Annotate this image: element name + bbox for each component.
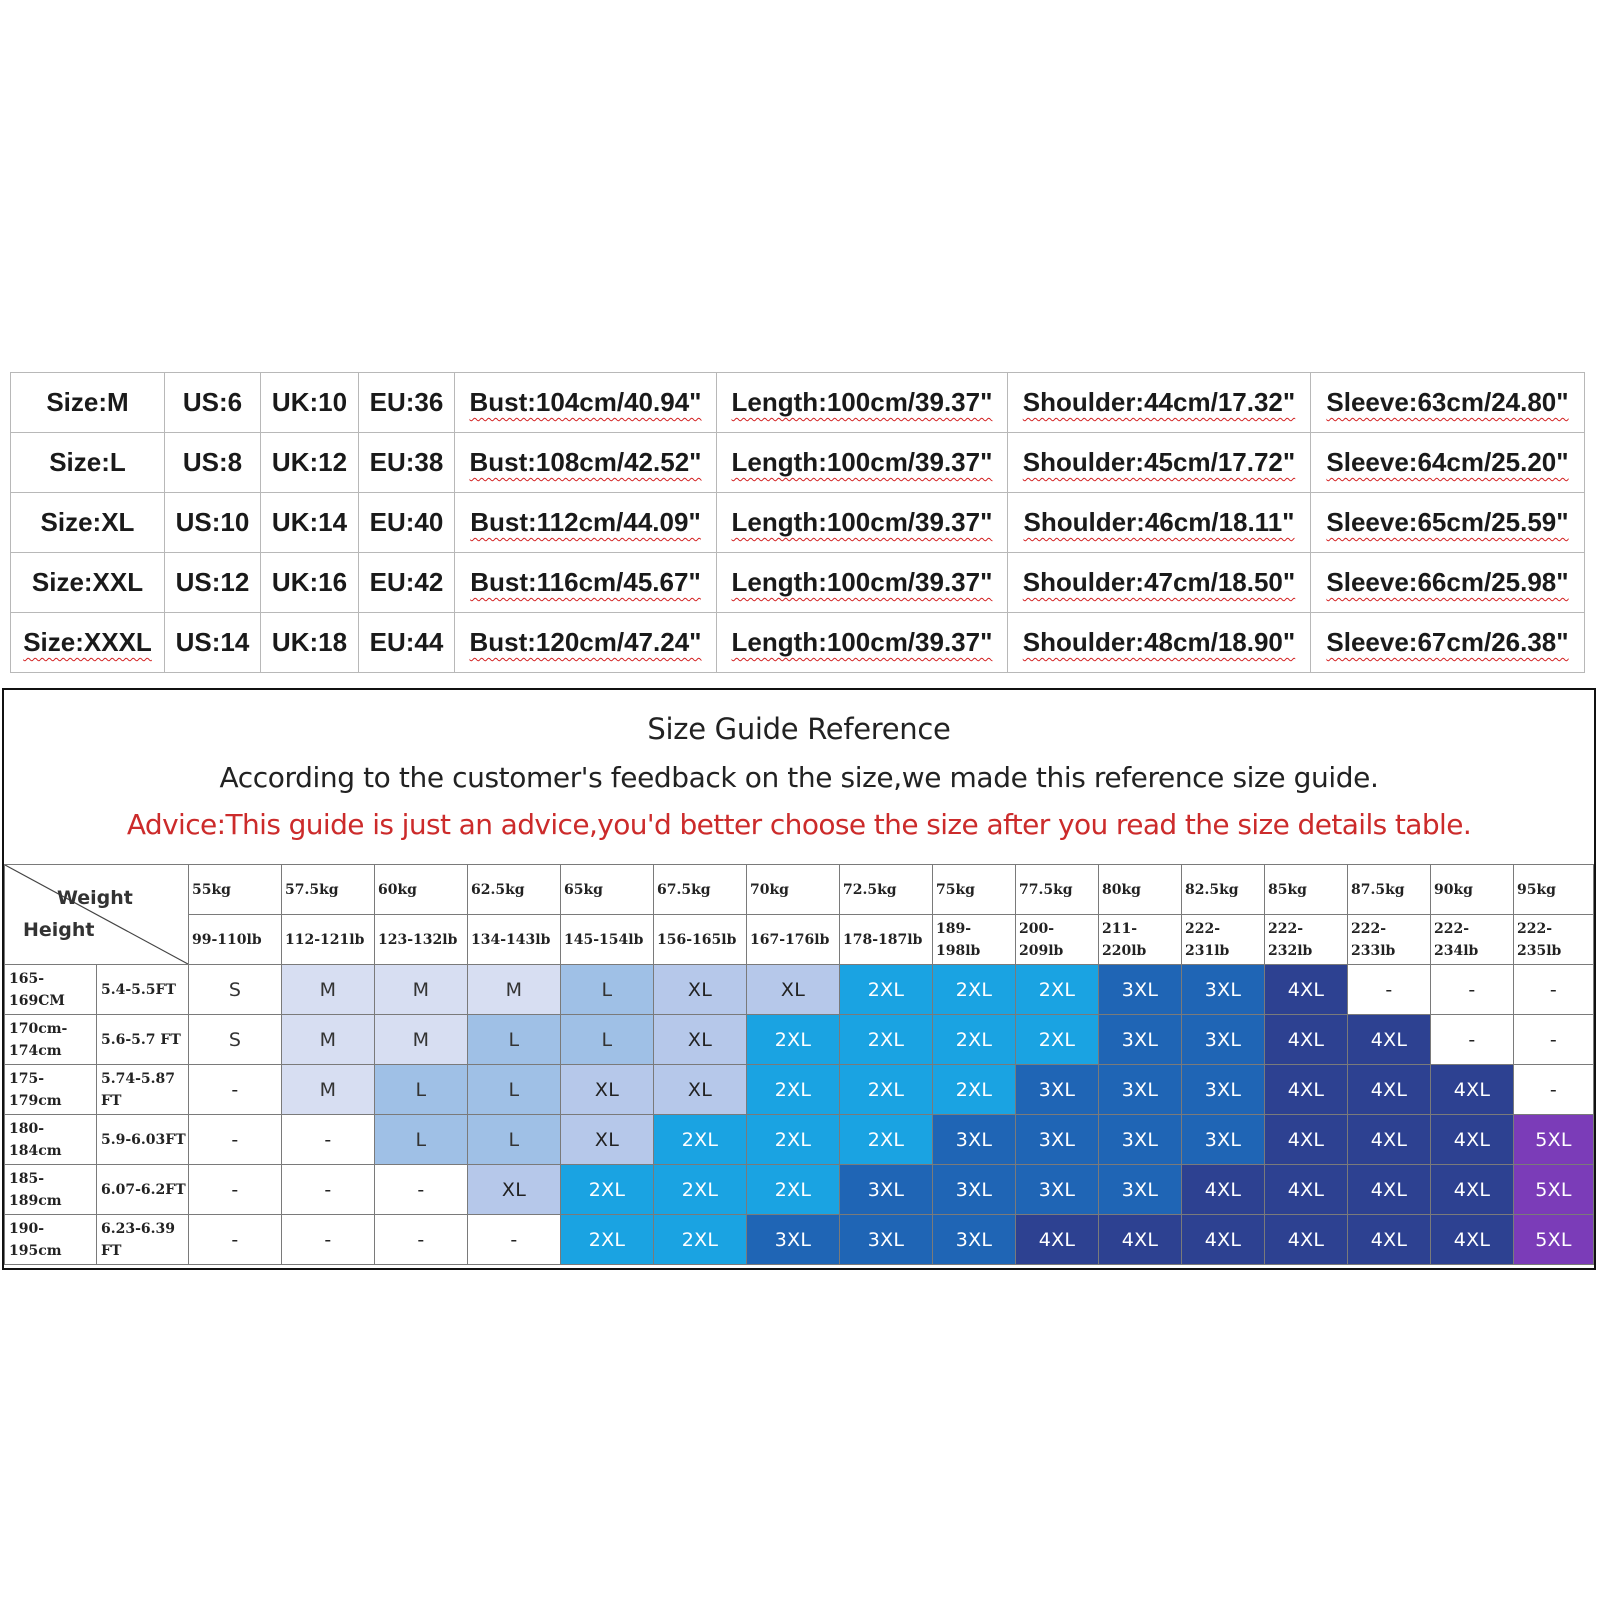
size-recommendation-cell: - <box>282 1115 375 1165</box>
height-cm-cell: 175-179cm <box>5 1065 97 1115</box>
size-cell-size <box>11 613 165 673</box>
size-recommendation-cell: 2XL <box>654 1115 747 1165</box>
height-row <box>5 1115 1594 1165</box>
size-recommendation-cell: 4XL <box>1348 1165 1431 1215</box>
weight-lb-header: 222-231lb <box>1182 915 1265 965</box>
size-guide-panel <box>2 688 1596 1270</box>
size-recommendation-cell: 4XL <box>1431 1115 1514 1165</box>
size-cell-length <box>717 433 1008 493</box>
size-cell-text: Size:XL <box>40 507 135 537</box>
size-recommendation-cell: 5XL <box>1514 1115 1594 1165</box>
size-recommendation-cell: M <box>282 1015 375 1065</box>
size-recommendation-cell: XL <box>654 1015 747 1065</box>
size-cell-sleeve <box>1311 433 1585 493</box>
size-recommendation-cell: L <box>561 1015 654 1065</box>
weight-kg-header: 87.5kg <box>1348 865 1431 915</box>
size-cell-size <box>11 553 165 613</box>
size-cell-text: EU:36 <box>369 387 444 417</box>
size-recommendation-cell: 4XL <box>1348 1015 1431 1065</box>
size-cell-size <box>11 433 165 493</box>
size-cell-text: Sleeve:64cm/25.20" <box>1326 447 1569 477</box>
size-recommendation-cell: XL <box>561 1065 654 1115</box>
size-cell-shoulder <box>1008 613 1311 673</box>
size-recommendation-cell: 4XL <box>1265 1065 1348 1115</box>
size-cell-size <box>11 493 165 553</box>
size-cell-text: Sleeve:66cm/25.98" <box>1326 567 1569 597</box>
size-cell-text: EU:42 <box>369 567 444 597</box>
size-cell-text: UK:14 <box>271 507 348 537</box>
size-recommendation-cell: 2XL <box>933 1065 1016 1115</box>
size-cell-text: Length:100cm/39.37" <box>731 507 993 537</box>
size-cell-sleeve <box>1311 493 1585 553</box>
size-recommendation-cell: XL <box>654 1065 747 1115</box>
size-row <box>11 373 1585 433</box>
size-recommendation-cell: 2XL <box>840 1015 933 1065</box>
height-ft-cell: 5.74-5.87 FT <box>97 1065 189 1115</box>
weight-label: Weight <box>57 887 133 909</box>
size-cell-uk <box>261 553 359 613</box>
guide-description: According to the customer's feedback on the size,we made this reference size guide. <box>219 761 1379 794</box>
size-recommendation-cell: M <box>282 1065 375 1115</box>
weight-lb-header: 99-110lb <box>189 915 282 965</box>
size-cell-text: Bust:104cm/40.94" <box>469 387 702 417</box>
size-cell-text: EU:38 <box>369 447 444 477</box>
size-recommendation-cell: M <box>282 965 375 1015</box>
guide-advice: Advice:This guide is just an advice,you'd better choose the size after you read the size details table. <box>126 808 1472 841</box>
size-cell-us <box>165 433 261 493</box>
size-recommendation-cell: - <box>1348 965 1431 1015</box>
size-recommendation-cell: 2XL <box>933 1015 1016 1065</box>
weight-lb-header: 123-132lb <box>375 915 468 965</box>
weight-kg-header: 82.5kg <box>1182 865 1265 915</box>
weight-kg-header: 57.5kg <box>282 865 375 915</box>
size-recommendation-cell: 3XL <box>840 1215 933 1265</box>
size-recommendation-cell: 2XL <box>654 1165 747 1215</box>
size-recommendation-cell: M <box>468 965 561 1015</box>
size-recommendation-cell: S <box>189 1015 282 1065</box>
size-cell-text: US:6 <box>182 387 243 417</box>
weight-kg-header: 72.5kg <box>840 865 933 915</box>
size-cell-text: Sleeve:65cm/25.59" <box>1326 507 1569 537</box>
size-recommendation-cell: - <box>282 1165 375 1215</box>
weight-kg-header: 60kg <box>375 865 468 915</box>
size-recommendation-cell: 3XL <box>747 1215 840 1265</box>
size-recommendation-cell: 2XL <box>1016 1015 1099 1065</box>
size-cell-text: EU:40 <box>369 507 444 537</box>
size-cell-sleeve <box>1311 373 1585 433</box>
size-recommendation-cell: 2XL <box>933 965 1016 1015</box>
size-recommendation-cell: - <box>1514 1015 1594 1065</box>
size-recommendation-cell: - <box>189 1215 282 1265</box>
size-cell-text: Length:100cm/39.37" <box>731 387 993 417</box>
height-ft-cell: 5.6-5.7 FT <box>97 1015 189 1065</box>
size-cell-text: Size:XXXL <box>23 627 152 657</box>
height-ft-cell: 6.23-6.39 FT <box>97 1215 189 1265</box>
size-cell-text: Size:L <box>49 447 126 477</box>
size-recommendation-cell: 4XL <box>1348 1215 1431 1265</box>
size-recommendation-cell: - <box>189 1165 282 1215</box>
size-cell-eu <box>359 493 455 553</box>
size-cell-text: Bust:116cm/45.67" <box>470 567 701 597</box>
size-cell-shoulder <box>1008 553 1311 613</box>
size-cell-text: Bust:108cm/42.52" <box>469 447 702 477</box>
size-recommendation-cell: L <box>375 1065 468 1115</box>
size-recommendation-cell: 4XL <box>1431 1165 1514 1215</box>
size-cell-uk <box>261 433 359 493</box>
height-cm-cell: 165-169CM <box>5 965 97 1015</box>
size-cell-text: UK:12 <box>271 447 348 477</box>
height-row <box>5 1065 1594 1115</box>
size-recommendation-cell: 4XL <box>1265 1215 1348 1265</box>
weight-lb-header: 200-209lb <box>1016 915 1099 965</box>
size-recommendation-cell: 3XL <box>1099 1015 1182 1065</box>
size-details-table <box>10 372 1585 673</box>
guide-title: Size Guide Reference <box>647 712 951 746</box>
size-cell-text: EU:44 <box>369 627 444 657</box>
size-recommendation-cell: 3XL <box>933 1115 1016 1165</box>
size-cell-size <box>11 373 165 433</box>
size-cell-text: Shoulder:48cm/18.90" <box>1022 627 1296 657</box>
size-recommendation-cell: 3XL <box>933 1215 1016 1265</box>
height-ft-cell: 5.4-5.5FT <box>97 965 189 1015</box>
size-recommendation-cell: 3XL <box>1016 1065 1099 1115</box>
size-cell-us <box>165 613 261 673</box>
size-cell-eu <box>359 613 455 673</box>
size-recommendation-cell: 2XL <box>1016 965 1099 1015</box>
size-recommendation-cell: 4XL <box>1431 1215 1514 1265</box>
size-recommendation-cell: - <box>1431 1015 1514 1065</box>
size-recommendation-cell: L <box>561 965 654 1015</box>
size-row <box>11 553 1585 613</box>
size-cell-eu <box>359 433 455 493</box>
size-cell-bust <box>455 553 717 613</box>
size-recommendation-cell: - <box>375 1215 468 1265</box>
weight-kg-header: 75kg <box>933 865 1016 915</box>
size-recommendation-cell: XL <box>468 1165 561 1215</box>
size-recommendation-cell: 4XL <box>1348 1115 1431 1165</box>
weight-kg-header: 70kg <box>747 865 840 915</box>
size-recommendation-cell: 4XL <box>1348 1065 1431 1115</box>
size-recommendation-cell: L <box>468 1115 561 1165</box>
size-cell-text: Size:XXL <box>31 567 144 597</box>
size-recommendation-cell: 4XL <box>1182 1215 1265 1265</box>
size-row <box>11 493 1585 553</box>
size-cell-length <box>717 613 1008 673</box>
height-cm-cell: 190-195cm <box>5 1215 97 1265</box>
size-cell-length <box>717 553 1008 613</box>
size-recommendation-cell: L <box>468 1065 561 1115</box>
size-cell-text: Sleeve:63cm/24.80" <box>1326 387 1569 417</box>
size-cell-bust <box>455 373 717 433</box>
size-recommendation-cell: 2XL <box>747 1015 840 1065</box>
size-recommendation-cell: M <box>375 965 468 1015</box>
size-recommendation-cell: 3XL <box>1182 1015 1265 1065</box>
size-recommendation-cell: 2XL <box>561 1215 654 1265</box>
size-cell-text: Shoulder:45cm/17.72" <box>1022 447 1296 477</box>
size-recommendation-cell: 3XL <box>1099 1165 1182 1215</box>
size-recommendation-cell: M <box>375 1015 468 1065</box>
size-recommendation-cell: 5XL <box>1514 1165 1594 1215</box>
size-cell-text: Shoulder:46cm/18.11" <box>1023 507 1295 537</box>
size-recommendation-cell: L <box>375 1115 468 1165</box>
size-recommendation-cell: - <box>468 1215 561 1265</box>
weight-lb-header: 222-234lb <box>1431 915 1514 965</box>
size-recommendation-cell: XL <box>654 965 747 1015</box>
corner-diagonal <box>5 865 188 964</box>
height-ft-cell: 6.07-6.2FT <box>97 1165 189 1215</box>
size-recommendation-cell: 4XL <box>1016 1215 1099 1265</box>
size-recommendation-cell: 2XL <box>561 1165 654 1215</box>
size-recommendation-cell: 4XL <box>1099 1215 1182 1265</box>
weight-kg-header: 65kg <box>561 865 654 915</box>
height-row <box>5 965 1594 1015</box>
size-recommendation-cell: 5XL <box>1514 1215 1594 1265</box>
weight-lb-header: 189-198lb <box>933 915 1016 965</box>
weight-height-corner <box>5 865 189 965</box>
size-guide-grid <box>4 864 1594 1265</box>
height-row <box>5 1015 1594 1065</box>
size-recommendation-cell: 3XL <box>840 1165 933 1215</box>
weight-lb-header: 156-165lb <box>654 915 747 965</box>
size-recommendation-cell: - <box>189 1065 282 1115</box>
size-cell-text: Sleeve:67cm/26.38" <box>1326 627 1569 657</box>
weight-kg-header: 80kg <box>1099 865 1182 915</box>
size-cell-uk <box>261 373 359 433</box>
height-cm-cell: 185-189cm <box>5 1165 97 1215</box>
size-row <box>11 613 1585 673</box>
size-recommendation-cell: 2XL <box>840 1065 933 1115</box>
size-cell-eu <box>359 373 455 433</box>
size-recommendation-cell: 4XL <box>1182 1165 1265 1215</box>
size-cell-us <box>165 493 261 553</box>
weight-kg-header: 95kg <box>1514 865 1594 915</box>
weight-kg-header: 62.5kg <box>468 865 561 915</box>
size-recommendation-cell: 3XL <box>1016 1165 1099 1215</box>
height-cm-cell: 170cm-174cm <box>5 1015 97 1065</box>
size-cell-eu <box>359 553 455 613</box>
height-label: Height <box>23 919 95 941</box>
size-recommendation-cell: - <box>1514 965 1594 1015</box>
size-recommendation-cell: 4XL <box>1265 1015 1348 1065</box>
size-recommendation-cell: 3XL <box>1182 1115 1265 1165</box>
size-recommendation-cell: 3XL <box>933 1165 1016 1215</box>
weight-kg-header: 90kg <box>1431 865 1514 915</box>
weight-lb-header: 145-154lb <box>561 915 654 965</box>
weight-lb-header: 134-143lb <box>468 915 561 965</box>
size-cell-bust <box>455 493 717 553</box>
size-recommendation-cell: - <box>282 1215 375 1265</box>
weight-lb-header: 112-121lb <box>282 915 375 965</box>
weight-kg-header: 67.5kg <box>654 865 747 915</box>
weight-lb-header: 222-233lb <box>1348 915 1431 965</box>
size-cell-uk <box>261 613 359 673</box>
size-cell-text: US:14 <box>175 627 250 657</box>
size-cell-length <box>717 493 1008 553</box>
size-recommendation-cell: 4XL <box>1431 1065 1514 1115</box>
weight-kg-header: 77.5kg <box>1016 865 1099 915</box>
height-cm-cell: 180-184cm <box>5 1115 97 1165</box>
weight-kg-header: 85kg <box>1265 865 1348 915</box>
size-cell-us <box>165 373 261 433</box>
size-cell-text: UK:18 <box>271 627 348 657</box>
size-recommendation-cell: 3XL <box>1182 1065 1265 1115</box>
size-cell-text: US:10 <box>175 507 250 537</box>
size-recommendation-cell: 2XL <box>654 1215 747 1265</box>
size-recommendation-cell: XL <box>561 1115 654 1165</box>
weight-lb-header: 167-176lb <box>747 915 840 965</box>
size-recommendation-cell: - <box>375 1165 468 1215</box>
height-ft-cell: 5.9-6.03FT <box>97 1115 189 1165</box>
size-recommendation-cell: 2XL <box>747 1115 840 1165</box>
size-cell-sleeve <box>1311 553 1585 613</box>
size-cell-bust <box>455 613 717 673</box>
size-cell-shoulder <box>1008 373 1311 433</box>
size-cell-text: UK:16 <box>271 567 348 597</box>
size-recommendation-cell: - <box>189 1115 282 1165</box>
size-cell-text: US:12 <box>175 567 250 597</box>
size-recommendation-cell: - <box>1431 965 1514 1015</box>
size-recommendation-cell: 4XL <box>1265 1165 1348 1215</box>
weight-lb-header: 222-235lb <box>1514 915 1594 965</box>
size-cell-text: UK:10 <box>271 387 348 417</box>
size-cell-bust <box>455 433 717 493</box>
size-cell-us <box>165 553 261 613</box>
size-cell-sleeve <box>1311 613 1585 673</box>
size-cell-text: Bust:120cm/47.24" <box>469 627 702 657</box>
height-row <box>5 1165 1594 1215</box>
size-cell-text: Bust:112cm/44.09" <box>470 507 701 537</box>
size-cell-text: Length:100cm/39.37" <box>731 627 993 657</box>
size-recommendation-cell: XL <box>747 965 840 1015</box>
size-recommendation-cell: 3XL <box>1016 1115 1099 1165</box>
size-row <box>11 433 1585 493</box>
size-cell-length <box>717 373 1008 433</box>
size-recommendation-cell: 2XL <box>840 1115 933 1165</box>
size-cell-text: Size:M <box>46 387 129 417</box>
weight-kg-header: 55kg <box>189 865 282 915</box>
size-recommendation-cell: - <box>1514 1065 1594 1115</box>
size-recommendation-cell: 3XL <box>1099 1065 1182 1115</box>
size-cell-text: US:8 <box>182 447 243 477</box>
size-cell-text: Length:100cm/39.37" <box>731 447 993 477</box>
size-cell-uk <box>261 493 359 553</box>
size-cell-text: Length:100cm/39.37" <box>731 567 993 597</box>
size-cell-shoulder <box>1008 493 1311 553</box>
size-cell-shoulder <box>1008 433 1311 493</box>
height-row <box>5 1215 1594 1265</box>
size-recommendation-cell: 3XL <box>1099 1115 1182 1165</box>
size-recommendation-cell: 2XL <box>747 1065 840 1115</box>
weight-lb-header: 211-220lb <box>1099 915 1182 965</box>
size-recommendation-cell: 3XL <box>1099 965 1182 1015</box>
size-recommendation-cell: L <box>468 1015 561 1065</box>
size-recommendation-cell: 3XL <box>1182 965 1265 1015</box>
weight-lb-header: 178-187lb <box>840 915 933 965</box>
size-recommendation-cell: 4XL <box>1265 1115 1348 1165</box>
size-recommendation-cell: S <box>189 965 282 1015</box>
size-cell-text: Shoulder:47cm/18.50" <box>1022 567 1296 597</box>
weight-lb-header: 222-232lb <box>1265 915 1348 965</box>
size-cell-text: Shoulder:44cm/17.32" <box>1022 387 1296 417</box>
size-recommendation-cell: 2XL <box>747 1165 840 1215</box>
size-recommendation-cell: 4XL <box>1265 965 1348 1015</box>
size-recommendation-cell: 2XL <box>840 965 933 1015</box>
